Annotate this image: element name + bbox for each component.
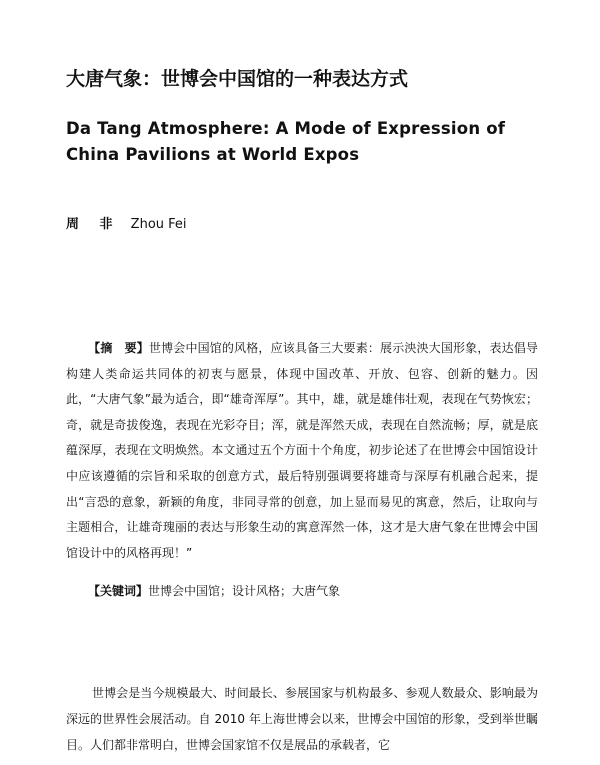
keywords-text: 世博会中国馆；设计风格；大唐气象 [148, 584, 341, 598]
title-english: Da Tang Atmosphere: A Mode of Expression of China Pavilions at World Expos [66, 119, 506, 164]
abstract-label: 【摘 要】 [88, 341, 149, 355]
keywords-label: 【关键词】 [88, 584, 149, 598]
body-paragraph [66, 680, 538, 758]
body-text: 世博会是当今规模最大、时间最长、参展国家与机构最多、参观人数最众、影响最为深远的世界性会展活动。自 2010 年上海世博会以来，世博会中国馆的形象，受到举世瞩目。人们都非常明白，世博会国家馆不仅是展品的承载者，它 [66, 686, 538, 752]
keywords-line [88, 580, 340, 602]
abstract-text: 世博会中国馆的风格，应该具备三大要素：展示泱泱大国形象，表达倡导构建人类命运共同体的初衷与愿景，体现中国改革、开放、包容、创新的魅力。因此，“大唐气象”最为适合，即“雄奇浑厚”。其中，雄，就是雄伟壮观，表现在气势恢宏；奇，就是奇拔俊逸，表现在光彩夺目；浑，就是浑然天成，表现在自然流畅；厚，就是底蕴深厚，表现在文明焕然。本文通过五个方面十个角度，初步论述了在世博会中国馆设计中应该遵循的宗旨和采取的创意方式，最后特别强调要将雄奇与深厚有机融合起来，提出“言恐的意象，新颖的角度，非同寻常的创意，加上显而易见的寓意，然后，让取向与主题相合，让雄奇瑰丽的表达与形象生动的寓意浑然一体，这才是大唐气象在世博会中国馆设计中的风格再现！” [66, 341, 538, 560]
author-name-chinese: 周 非 [66, 217, 121, 232]
author-name-english: Zhou Fei [130, 217, 187, 232]
abstract-paragraph [66, 336, 538, 566]
author-line [66, 216, 187, 234]
title-chinese: 大唐气象：世博会中国馆的一种表达方式 [66, 68, 409, 90]
